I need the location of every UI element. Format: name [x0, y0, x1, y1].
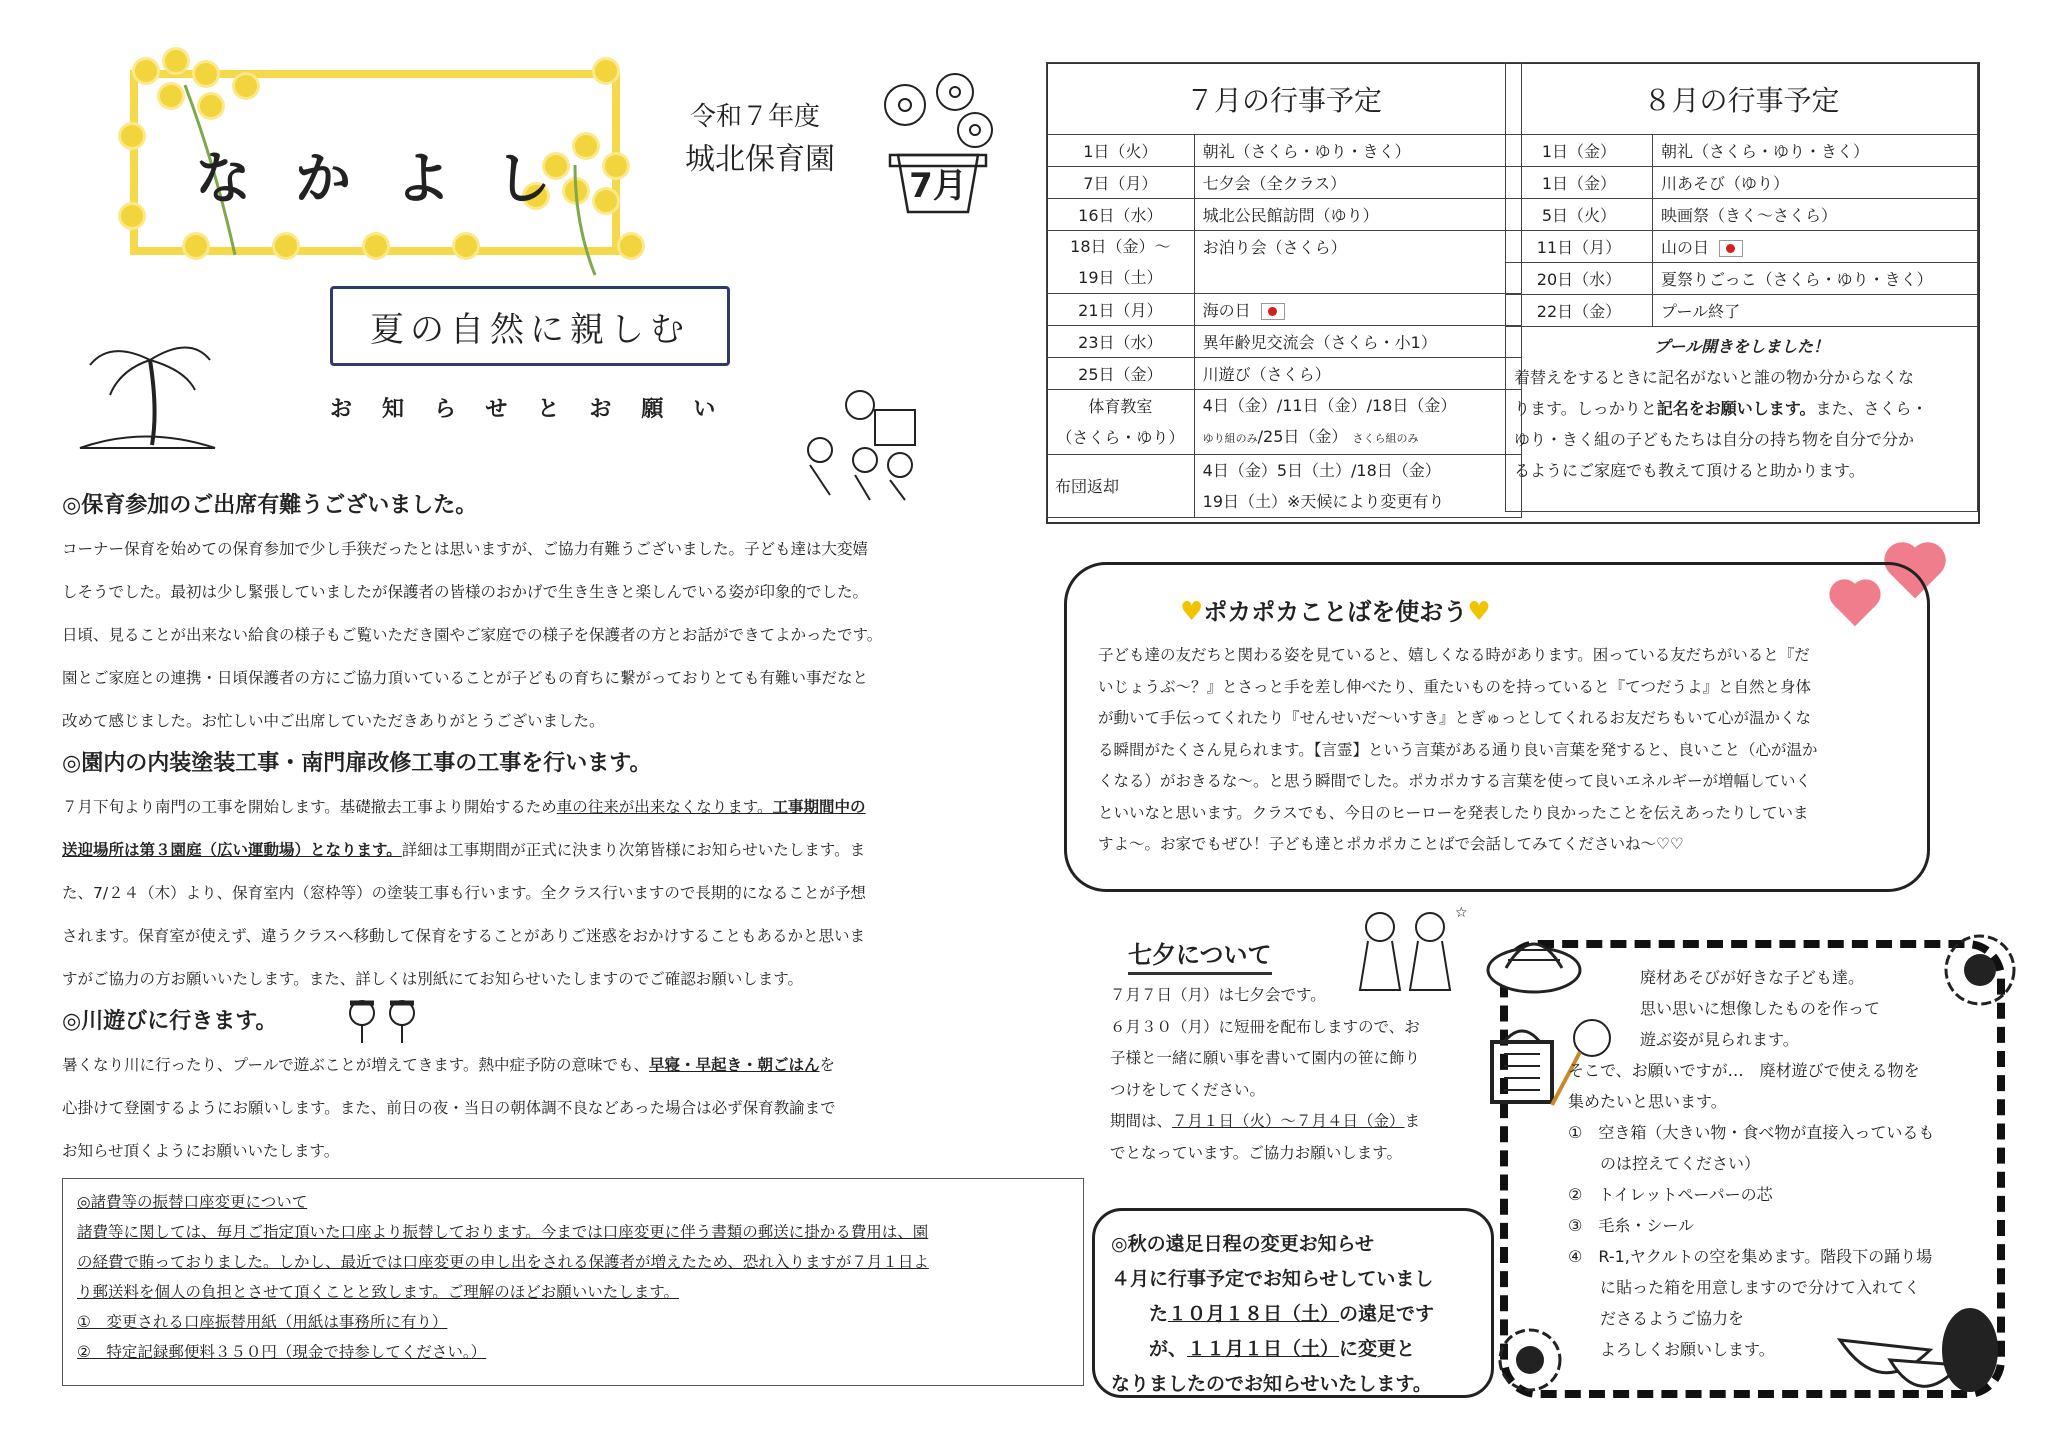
craft-intro: 廃材あそびが好きな子ども達。 思い思いに想像したものを作って 遊ぶ姿が見られます。 [1640, 968, 1881, 1049]
fiscal-year: 令和７年度 [690, 102, 821, 132]
school-name: 城北保育園 [685, 142, 835, 177]
section-title-river: ◎川遊びに行きます。 [62, 1009, 278, 1034]
sunflower-icon [1490, 1320, 1570, 1400]
kids-playing-icon [340, 995, 430, 1045]
section-title-construction: ◎園内の内装塗装工事・南門扉改修工事の工事を行います。 [62, 751, 652, 776]
notice-heading: お知らせとお願い [330, 397, 746, 422]
autumn-excursion-box: ◎秋の遠足日程の変更お知らせ ４月に行事予定でお知らせしていまし た１０月１８日（土）の遠足です が、１１月１日（土）に変更と なりましたのでお知らせいたします。 [1092, 1208, 1494, 1398]
schedule-table: ７月の行事予定 1日（火） 朝礼（さくら・ゆり・きく） 7日（月） 七夕会（全クラス） 16日（水） 城北公民館訪問（ゆり） 18日（金）～ 19日（土） お泊り会（さくら） 21日（月） 海の日 23日（水） 異年齢児交流会（さくら・小1） 25日（金） 川遊び（さくら） 体育教室 （さくら・ゆり） 4日（金）/11日（金）/18日（金） ゆり組のみ/25日（金） さくら組のみ 布団返却 4日（金）5日（土）/18日（金） 19日（土）※天候により変更有り ８月の行事予定 1日（金） 朝礼（さくら・ゆり・きく） 1日（金） 川あそび（ゆり） 5日（火） 映画祭（きく～さくら） 11日（月） 山の日 20日（水） 夏祭りごっこ（さくら・ゆり・きく） 22日（金） プール終了 プール開きをしました！ 着替えをするときに記名がないと誰の物か分からなくな ります。しっかりと記名をお願いします。また、さくら・ ゆり・きく組の子どもたちは自分の持ち物を自分で分か るようにご家庭でも教えて頂けると助かります。 [1046, 62, 1980, 524]
pokapoka-title: ♥ポカポカことばを使おう♥ [1180, 597, 1491, 627]
monthly-theme-banner: 夏の自然に親しむ [330, 286, 730, 366]
svg-text:☆: ☆ [1455, 905, 1468, 921]
yellow-heart-icon: ♥ [1467, 597, 1491, 627]
japan-flag-icon [1719, 240, 1743, 257]
participation-text: コーナー保育を始めての保育参加で少し手狭だったとは思いますが、ご協力有難うございました。子ども達は大変嬉 しそうでした。最初は少し緊張していましたが保護者の皆様のおかげで生き生きと楽しんでいる姿が印象的でした。 日頃、見ることが出来ない給食の様子もご覧いただき園やご家庭での様子を保護者の方とお話ができてよかったです。 園とご家庭との連携・日頃保護者の方にご協力頂いていることが子どもの育ちに繋がっておりとても有難い事だなと 改めて感じました。お忙しい中ご出席していただきありがとうございました。 [62, 540, 883, 730]
river-text: 暑くなり川に行ったり、プールで遊ぶことが増えてきます。熱中症予防の意味でも、早寝・早起き・朝ごはんを 心掛けて登園するようにお願いします。また、前日の夜・当日の朝体調不良などあった場合は必ず保育教諭まで お知らせ頂くようにお願いいたします。 [62, 1056, 836, 1160]
construction-text: ７月下旬より南門の工事を開始します。基礎撤去工事より開始するため車の往来が出来なくなります。工事期間中の 送迎場所は第３園庭（広い運動場）となります。詳細は工事期間が正式に決まり次第皆様にお知らせいたします。ま た、7/２４（木）より、保育室内（窓枠等）の塗装工事も行います。全クラス行いますので長期的になることが予想 されます。保育室が使えず、違うクラスへ移動して保育をすることがありご迷惑をおかけすることもあるかと思いま すがご協力の方お願いいたします。また、詳しくは別紙にてお知らせいたしますのでご確認お願いします。 [62, 798, 866, 988]
pool-opening-note: プール開きをしました！ 着替えをするときに記名がないと誰の物か分からなくな ります。しっかりと記名をお願いします。また、さくら・ ゆり・きく組の子どもたちは自分の持ち物を自分で分か るようにご家庭でも教えて頂けると助かります。 [1506, 327, 1978, 512]
japan-flag-icon [1261, 303, 1285, 320]
july-schedule-title: ７月の行事予定 [1047, 63, 1522, 135]
pokapoka-text: 子ども達の友だちと関わる姿を見ていると、嬉しくなる時があります。困っている友だちがいると『だ いじょうぶ～？』とさっと手を差し伸べたり、重たいものを持っていると『てつだうよ』と自然と身体 が動いて手伝ってくれたり『せんせいだ～いすき』とぎゅっとしてくれるお友だちもいて心が温かくな る瞬間がたくさん見られます。【言霊】という言葉がある通り良い言葉を発すると、良いこと（心が温か くなる）がおきるな～。と思う瞬間でした。ポカポカする言葉を使って良いエネルギーが増幅していく といいなと思います。クラスでも、今日のヒーローを発表したり良かったことを伝えあったりしていま すよ～。お家でもぜひ！子ども達とポカポカことばで会話してみてくださいね～♡♡ [1098, 646, 1818, 853]
children-reading-icon [795, 385, 925, 505]
fee-account-change-box: ◎諸費等の振替口座変更について 諸費等に関しては、毎月ご指定頂いた口座より振替しております。今までは口座変更に伴う書類の郵送に掛かる費用は、園 の経費で賄っておりました。しかし、最近では口座変更の申し出をされる保護者が増えたため、恐れ入りますが７月１日よ り郵送料を個人の負担とさせて頂くことと致します。ご理解のほどお願いいたします。 ① 変更される口座振替用紙（用紙は事務所に有り） ② 特定記録郵便料３５０円（現金で持参してください。） [62, 1178, 1084, 1386]
month-label: 7月 [909, 166, 967, 206]
tanabata-text: ７月７日（月）は七夕会です。 ６月３０（月）に短冊を配布しますので、お 子様と一緒に願い事を書いて園内の笹に飾り つけをしてください。 期間は、７月１日（火）～７月４日（金）ま でとなっています。ご協力お願いします。 [1110, 986, 1421, 1162]
straw-hat-icon [1484, 920, 1584, 1000]
section-title-participation: ◎保育参加のご出席有難うございました。 [62, 493, 478, 518]
craft-request-list: そこで、お願いですが… 廃材遊びで使える物を 集めたいと思います。 ① 空き箱（大きい物・食べ物が直接入っているも のは控えてください） ② トイレットペーパーの芯 ③ 毛糸・シール ④ R-1,ヤクルトの空を集めます。階段下の踊り場 に貼った箱を用意しますので分けて入れてく ださるようご協力を よろしくお願いします。 [1568, 1061, 1935, 1359]
august-schedule-title: ８月の行事予定 [1506, 63, 1978, 135]
yellow-heart-icon: ♥ [1180, 597, 1204, 627]
tanabata-title: 七夕について [1128, 935, 1272, 975]
newsletter-title: なかよし [195, 146, 595, 212]
sunflower-icon [1940, 930, 2020, 1010]
palm-island-icon [70, 320, 220, 460]
